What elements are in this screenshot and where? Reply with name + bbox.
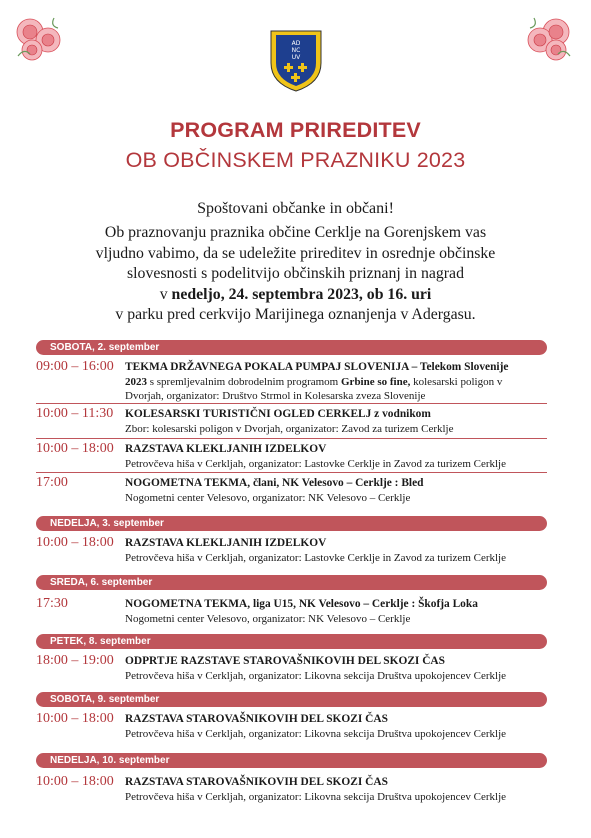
event-details: Petrovčeva hiša v Cerkljah, organizator: Likovna sekcija Društva upokojencev Cerklje [125,670,507,682]
intro-line: Ob praznovanju praznika občine Cerklje na Gorenjskem vas [104,224,487,241]
event-title: RAZSTAVA STAROVAŠNIKOVIH DEL SKOZI ČAS [125,776,388,788]
event-time: 17:30 [36,596,68,611]
intro-line-prefix: v [159,285,172,303]
day-header: NEDELJA, 10. september [36,753,547,768]
greeting: Spoštovani občanke in občani! [197,200,394,217]
event-time: 18:00 – 19:00 [36,653,114,668]
event-time: 10:00 – 18:00 [36,535,114,550]
event-details: Nogometni center Velesovo, organizator: NK Velesovo – Cerklje [125,492,411,504]
main-event-date: nedeljo, 24. septembra 2023, ob 16. uri [171,285,432,303]
event-time: 10:00 – 18:00 [36,711,114,726]
crest-letters-1: AD [291,40,301,47]
event-title: NOGOMETNA TEKMA, liga U15, NK Velesovo – Cerklje : Škofja Loka [125,598,478,610]
municipality-crest-icon [269,29,323,93]
event-details: Petrovčeva hiša v Cerkljah, organizator: Lastovke Cerklje in Zavod za turizem Cerklje [125,552,506,564]
intro-line: slovesnosti s podelitvijo občinskih priznanj in nagrad [127,265,464,283]
day-header: SOBOTA, 2. september [36,340,547,355]
event-title: RAZSTAVA KLEKLJANIH IZDELKOV [125,443,327,455]
event-time: 17:00 [36,475,68,490]
event-time: 10:00 – 11:30 [36,406,114,421]
day-header: PETEK, 8. september [36,634,547,649]
divider [36,438,547,439]
intro-line [0,285,591,306]
event-title: NOGOMETNA TEKMA, člani, NK Velesovo – Cerklje : Bled [125,477,424,489]
event-time: 09:00 – 16:00 [36,359,114,374]
event-title: RAZSTAVA STAROVAŠNIKOVIH DEL SKOZI ČAS [125,713,388,725]
event-details: Petrovčeva hiša v Cerkljah, organizator: Likovna sekcija Društva upokojencev Cerklje [125,728,507,740]
event-details: Petrovčeva hiša v Cerkljah, organizator: Lastovke Cerklje in Zavod za turizem Cerklje [125,458,506,470]
event-time: 10:00 – 18:00 [36,774,114,789]
divider [36,403,547,404]
crest-letters-3: UV [291,54,301,61]
day-header: SREDA, 6. september [36,575,547,590]
crest-letters-2: NC [291,47,301,54]
intro-line: v parku pred cerkvijo Marijinega oznanjenja v Adergasu. [115,306,476,324]
event-details: Nogometni center Velesovo, organizator: NK Velesovo – Cerklje [125,613,411,625]
intro-line: vljudno vabimo, da se udeležite prireditev in osrednje občinske [95,244,496,262]
divider [36,472,547,473]
event-time: 10:00 – 18:00 [36,441,114,456]
event-details: Petrovčeva hiša v Cerkljah, organizator: Likovna sekcija Društva upokojencev Cerklje [125,791,507,803]
event-details: Zbor: kolesarski poligon v Dvorjah, organizator: Zavod za turizem Cerklje [125,423,454,435]
carnation-flower-icon [10,10,68,64]
intro-text [0,223,591,326]
page-subtitle: OB OBČINSKEM PRAZNIKU 2023 [125,148,466,172]
event-title: ODPRTJE RAZSTAVE STAROVAŠNIKOVIH DEL SKOZI ČAS [125,655,445,667]
event-details: Dvorjah, organizator: Društvo Strmol in Kolesarska zveza Slovenije [125,390,426,402]
carnation-flower-icon [520,10,578,64]
event-details: 2023 s spremljevalnim dobrodelnim programom Grbine so fine, kolesarski poligon v [125,376,503,388]
day-header: SOBOTA, 9. september [36,692,547,707]
event-title: KOLESARSKI TURISTIČNI OGLED CERKELJ z vodnikom [125,408,431,420]
event-title: TEKMA DRŽAVNEGA POKALA PUMPAJ SLOVENIJA – Telekom Slovenije [125,361,509,373]
page-title: PROGRAM PRIREDITEV [170,118,421,142]
event-title: RAZSTAVA KLEKLJANIH IZDELKOV [125,537,327,549]
day-header: NEDELJA, 3. september [36,516,547,531]
